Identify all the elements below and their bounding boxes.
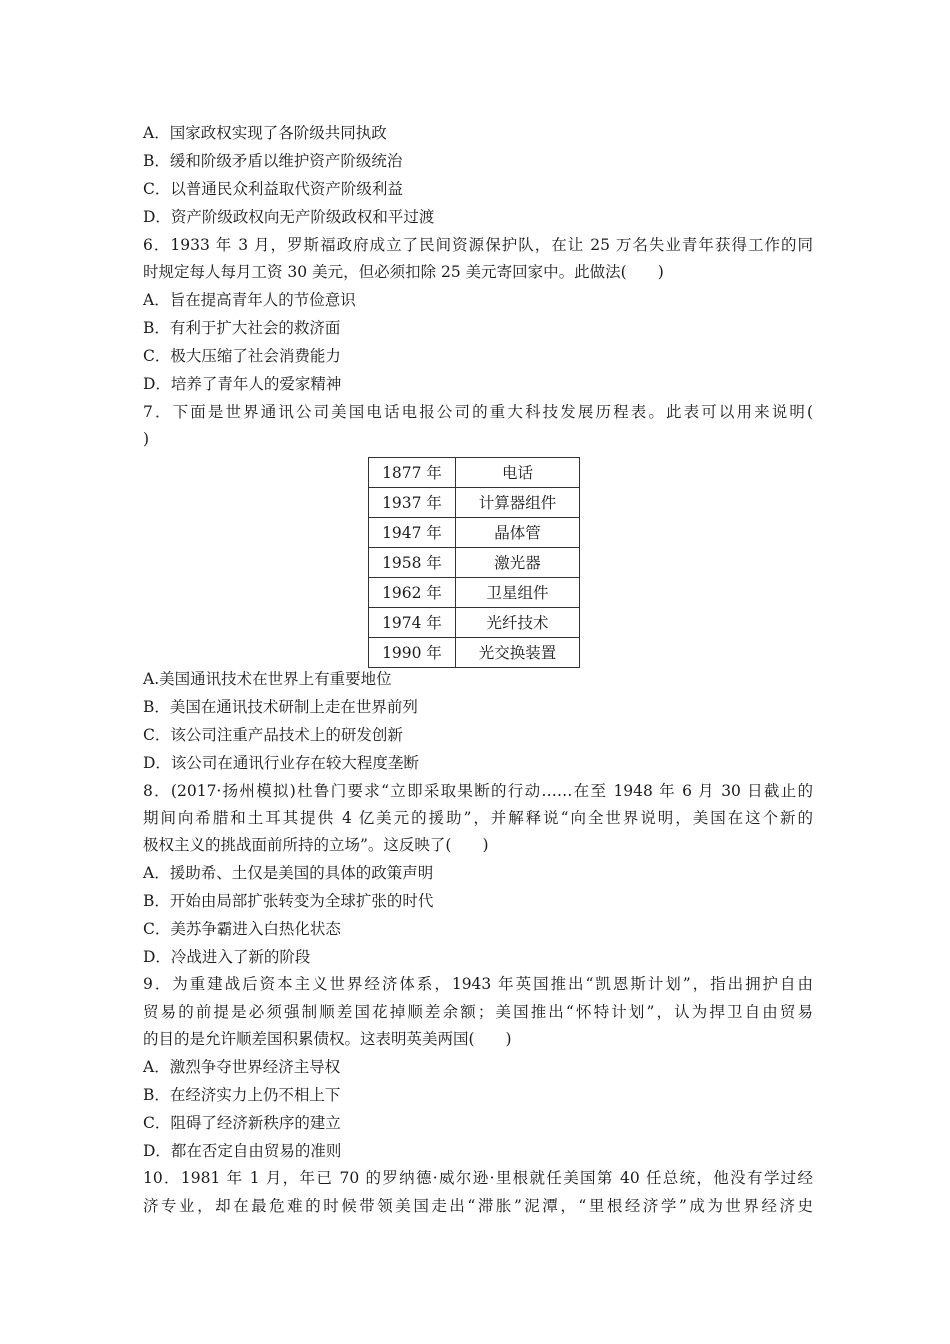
q8-stem-line-3: 极权主义的挑战面前所持的立场”。这反映了( ) [143,836,489,854]
item-cell: 激光器 [456,548,580,578]
item-cell: 电话 [456,458,580,488]
year-cell: 1937 年 [369,488,456,518]
q7-option-b: B．美国在通讯技术研制上走在世界前列 [143,698,418,716]
q7-option-a: A.美国通讯技术在世界上有重要地位 [143,670,392,688]
q6-option-c: C．极大压缩了社会消费能力 [143,347,341,365]
q10-stem-line-1: 10．1981 年 1 月，年已 70 的罗纳德·威尔逊·里根就任美国第 40 任总统，他没有学过经 [143,1169,813,1187]
q9-option-c: C．阻碍了经济新秩序的建立 [143,1114,341,1132]
table-row [369,458,580,488]
q8-option-b: B．开始由局部扩张转变为全球扩张的时代 [143,892,434,910]
q7-stem-line-1: 7．下面是世界通讯公司美国电话电报公司的重大科技发展历程表。此表可以用来说明( [143,403,813,421]
q6-option-d: D．培养了青年人的爱家精神 [143,375,342,393]
q9-option-b: B．在经济实力上仍不相上下 [143,1086,341,1104]
item-cell: 光纤技术 [456,608,580,638]
year-cell: 1990 年 [369,638,456,668]
year-cell: 1958 年 [369,548,456,578]
item-cell: 晶体管 [456,518,580,548]
q8-option-a: A．援助希、土仅是美国的具体的政策声明 [143,864,434,882]
table-row [369,638,580,668]
q10-stem-line-2: 济专业，却在最危难的时候带领美国走出“滞胀”泥潭，“里根经济学”成为世界经济史 [143,1197,813,1215]
year-cell: 1947 年 [369,518,456,548]
table-row [369,518,580,548]
year-cell: 1974 年 [369,608,456,638]
q9-stem-line-2: 贸易的前提是必须强制顺差国花掉顺差余额；美国推出“怀特计划”，认为捍卫自由贸易 [143,1003,813,1021]
q5-option-a: A．国家政权实现了各阶级共同执政 [143,124,387,142]
q9-option-a: A．激烈争夺世界经济主导权 [143,1058,341,1076]
tech-history-table [368,457,580,668]
q6-stem-line-2: 时规定每人每月工资 30 美元，但必须扣除 25 美元寄回家中。此做法( ) [143,263,664,281]
q9-stem-line-1: 9．为重建战后资本主义世界经济体系，1943 年英国推出“凯恩斯计划”，指出拥护自由 [143,975,813,993]
item-cell: 计算器组件 [456,488,580,518]
year-cell: 1962 年 [369,578,456,608]
item-cell: 光交换装置 [456,638,580,668]
item-cell: 卫星组件 [456,578,580,608]
table-row [369,548,580,578]
q8-stem-line-2: 期间向希腊和土耳其提供 4 亿美元的援助”，并解释说“向全世界说明，美国在这个新的 [143,809,813,827]
q6-option-a: A．旨在提高青年人的节俭意识 [143,291,356,309]
q7-stem-line-2: ) [143,430,150,448]
q9-stem-line-3: 的目的是允许顺差国积累债权。这表明英美两国( ) [143,1030,512,1048]
table-row [369,488,580,518]
q8-option-d: D．冷战进入了新的阶段 [143,948,311,966]
year-cell: 1877 年 [369,458,456,488]
q5-option-d: D．资产阶级政权向无产阶级政权和平过渡 [143,208,435,226]
q5-option-c: C．以普通民众利益取代资产阶级利益 [143,180,403,198]
q9-option-d: D．都在否定自由贸易的准则 [143,1142,342,1160]
q8-option-c: C．美苏争霸进入白热化状态 [143,920,341,938]
q8-stem-line-1: 8．(2017·扬州模拟)杜鲁门要求“立即采取果断的行动……在至 1948 年 6 月 30 日截止的 [143,782,813,800]
q7-option-d: D．该公司在通讯行业存在较大程度垄断 [143,754,419,772]
q7-option-c: C．该公司注重产品技术上的研发创新 [143,726,403,744]
table-row [369,578,580,608]
q6-option-b: B．有利于扩大社会的救济面 [143,319,341,337]
table-row [369,608,580,638]
q6-stem-line-1: 6．1933 年 3 月，罗斯福政府成立了民间资源保护队，在让 25 万名失业青年获得工作的同 [143,236,813,254]
q5-option-b: B．缓和阶级矛盾以维护资产阶级统治 [143,152,403,170]
